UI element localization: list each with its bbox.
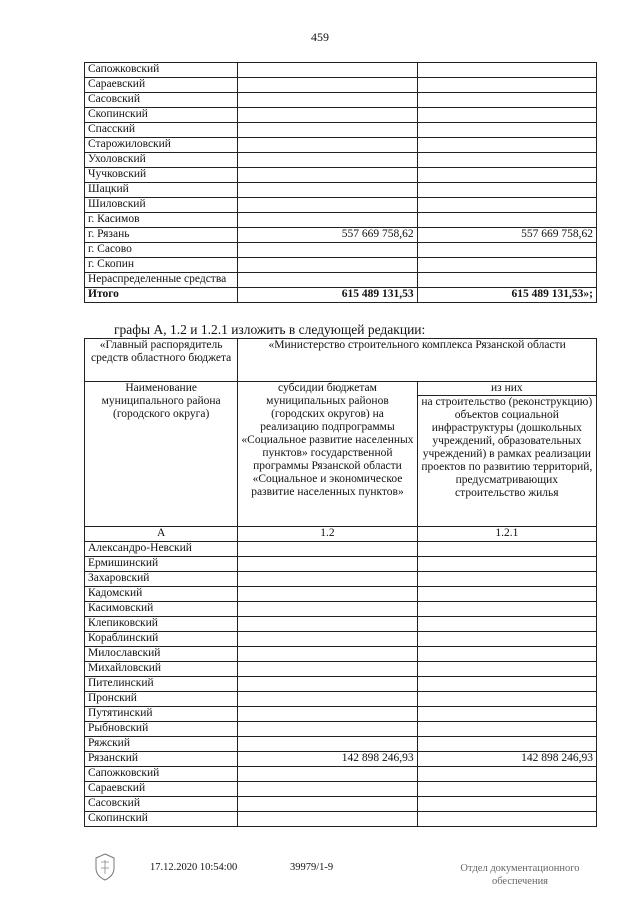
municipality-name: Спасский	[85, 123, 238, 138]
amount-value	[417, 782, 596, 797]
municipality-name: г. Рязань	[85, 228, 238, 243]
amount-value	[238, 632, 417, 647]
municipality-name: Сараевский	[85, 782, 238, 797]
amount-value	[417, 812, 596, 827]
municipality-name: Сасовский	[85, 93, 238, 108]
municipality-name: г. Касимов	[85, 213, 238, 228]
numbering-row	[85, 527, 597, 542]
municipality-name: Сасовский	[85, 797, 238, 812]
total-value: 615 489 131,53»;	[417, 288, 596, 303]
table-row	[85, 138, 597, 153]
municipality-name: Сапожковский	[85, 63, 238, 78]
municipality-name: Пителинский	[85, 677, 238, 692]
amount-value	[417, 258, 596, 273]
municipality-name: Ухоловский	[85, 153, 238, 168]
table-row	[85, 123, 597, 138]
amount-value	[238, 812, 417, 827]
table-row	[85, 722, 597, 737]
amount-value	[417, 153, 596, 168]
municipality-name: Кораблинский	[85, 632, 238, 647]
amount-value	[238, 198, 417, 213]
amount-value	[417, 737, 596, 752]
table-row	[85, 647, 597, 662]
total-label: Итого	[85, 288, 238, 303]
amount-value	[417, 722, 596, 737]
table-row	[85, 168, 597, 183]
municipality-name: Михайловский	[85, 662, 238, 677]
amount-value	[417, 677, 596, 692]
municipality-name: Старожиловский	[85, 138, 238, 153]
total-value: 615 489 131,53	[238, 288, 417, 303]
header-row-columns	[85, 382, 597, 527]
table-row	[85, 198, 597, 213]
table-row	[85, 752, 597, 767]
municipality-name: г. Сасово	[85, 243, 238, 258]
table-row	[85, 153, 597, 168]
municipality-name: Шиловский	[85, 198, 238, 213]
municipality-name: Сапожковский	[85, 767, 238, 782]
table-row	[85, 782, 597, 797]
footer-datetime: 17.12.2020 10:54:00	[150, 862, 238, 873]
header-row-distributor	[85, 339, 597, 382]
municipality-name: Путятинский	[85, 707, 238, 722]
amount-value: 557 669 758,62	[417, 228, 596, 243]
table-row	[85, 108, 597, 123]
amount-value	[417, 647, 596, 662]
amount-value	[417, 78, 596, 93]
amount-value	[417, 602, 596, 617]
amount-value: 142 898 246,93	[417, 752, 596, 767]
amount-value	[238, 557, 417, 572]
amount-value	[417, 123, 596, 138]
total-row	[85, 288, 597, 303]
table-row	[85, 273, 597, 288]
amount-value	[238, 153, 417, 168]
table-row	[85, 78, 597, 93]
amount-value	[417, 557, 596, 572]
table-row	[85, 797, 597, 812]
amount-value	[238, 138, 417, 153]
table-row	[85, 617, 597, 632]
municipality-name: Клепиковский	[85, 617, 238, 632]
amount-value	[417, 572, 596, 587]
header-municipality-label: Наименование муниципального района (городского округа)	[85, 382, 238, 527]
amount-value	[238, 78, 417, 93]
municipality-name: Шацкий	[85, 183, 238, 198]
amount-value	[238, 677, 417, 692]
amount-value	[417, 168, 596, 183]
amount-value: 557 669 758,62	[238, 228, 417, 243]
table-row	[85, 662, 597, 677]
municipality-name: Касимовский	[85, 602, 238, 617]
header-ministry-name: «Министерство строительного комплекса Рязанской области	[238, 339, 597, 382]
amount-value	[238, 647, 417, 662]
amount-value	[238, 782, 417, 797]
table-row	[85, 707, 597, 722]
municipality-name: Нераспределенные средства	[85, 273, 238, 288]
column-number-a: А	[85, 527, 238, 542]
amount-value	[417, 243, 596, 258]
table-row	[85, 602, 597, 617]
municipality-name: Александро-Невский	[85, 542, 238, 557]
footer-department-stamp	[440, 862, 600, 888]
table-row	[85, 228, 597, 243]
municipality-name: Чучковский	[85, 168, 238, 183]
amount-value	[417, 63, 596, 78]
coat-of-arms-icon	[92, 852, 118, 882]
municipality-name: Ермишинский	[85, 557, 238, 572]
table-row	[85, 93, 597, 108]
amount-value	[417, 767, 596, 782]
amount-value	[238, 767, 417, 782]
column-number-1-2: 1.2	[238, 527, 417, 542]
municipality-name: Ряжский	[85, 737, 238, 752]
municipality-name: Рыбновский	[85, 722, 238, 737]
table-row	[85, 677, 597, 692]
table-row	[85, 213, 597, 228]
header-of-which-label: из них	[418, 382, 596, 396]
amount-value	[417, 587, 596, 602]
table-row	[85, 572, 597, 587]
footer-document-code: 39979/1-9	[290, 862, 334, 873]
table-row	[85, 243, 597, 258]
amount-value	[417, 617, 596, 632]
amount-value	[238, 602, 417, 617]
allocation-table-new-edition	[84, 338, 597, 827]
amount-value	[238, 93, 417, 108]
footer-department-line1: Отдел документационного	[460, 863, 580, 874]
amount-value	[238, 662, 417, 677]
amount-value	[238, 123, 417, 138]
table-row	[85, 557, 597, 572]
amount-value	[417, 183, 596, 198]
amount-value	[238, 108, 417, 123]
table-row	[85, 812, 597, 827]
amount-value	[238, 63, 417, 78]
amount-value	[238, 273, 417, 288]
table-row	[85, 632, 597, 647]
header-subsidy-label: субсидии бюджетам муниципальных районов (городских округов) на реализацию подпрограммы «Социальное развитие населенных пунктов» государственной программы Рязанской области «Социальное и экономическое развитие населенных пунктов»	[238, 382, 417, 527]
amount-value	[238, 542, 417, 557]
amount-value	[238, 258, 417, 273]
table-row	[85, 587, 597, 602]
amount-value	[417, 108, 596, 123]
amount-value	[417, 692, 596, 707]
amount-value	[238, 183, 417, 198]
amount-value	[417, 213, 596, 228]
municipality-name: Захаровский	[85, 572, 238, 587]
amount-value: 142 898 246,93	[238, 752, 417, 767]
amount-value	[238, 797, 417, 812]
table-row	[85, 767, 597, 782]
table-row	[85, 258, 597, 273]
amount-value	[238, 168, 417, 183]
amendment-instruction: графы А, 1.2 и 1.2.1 изложить в следующей редакции:	[114, 322, 426, 337]
amount-value	[238, 707, 417, 722]
table-row	[85, 692, 597, 707]
municipality-name: Сараевский	[85, 78, 238, 93]
amount-value	[238, 617, 417, 632]
table-row	[85, 63, 597, 78]
amount-value	[417, 662, 596, 677]
amount-value	[238, 692, 417, 707]
municipality-name: г. Скопин	[85, 258, 238, 273]
amount-value	[238, 572, 417, 587]
amount-value	[417, 93, 596, 108]
amount-value	[417, 797, 596, 812]
amount-value	[417, 632, 596, 647]
header-distributor-label: «Главный распорядитель средств областного бюджета	[85, 339, 238, 382]
municipality-name: Пронский	[85, 692, 238, 707]
allocation-table-continued	[84, 62, 597, 303]
table-row	[85, 542, 597, 557]
amount-value	[417, 273, 596, 288]
amount-value	[417, 707, 596, 722]
amount-value	[417, 198, 596, 213]
page-number: 459	[311, 30, 329, 44]
municipality-name: Скопинский	[85, 812, 238, 827]
municipality-name: Рязанский	[85, 752, 238, 767]
amount-value	[238, 243, 417, 258]
table-row	[85, 183, 597, 198]
header-construction-cell	[417, 382, 596, 527]
amount-value	[238, 213, 417, 228]
municipality-name: Скопинский	[85, 108, 238, 123]
municipality-name: Кадомский	[85, 587, 238, 602]
column-number-1-2-1: 1.2.1	[417, 527, 596, 542]
amount-value	[238, 587, 417, 602]
amount-value	[238, 722, 417, 737]
amount-value	[417, 138, 596, 153]
table-row	[85, 737, 597, 752]
footer-department-line2: обеспечения	[491, 876, 549, 887]
municipality-name: Милославский	[85, 647, 238, 662]
amount-value	[238, 737, 417, 752]
amount-value	[417, 542, 596, 557]
header-construction-label: на строительство (реконструкцию) объектов социальной инфраструктуры (дошкольных учреждений, образовательных учреждений) в рамках реализации проектов по развитию территорий, предусматривающих строительство жилья	[421, 396, 593, 499]
